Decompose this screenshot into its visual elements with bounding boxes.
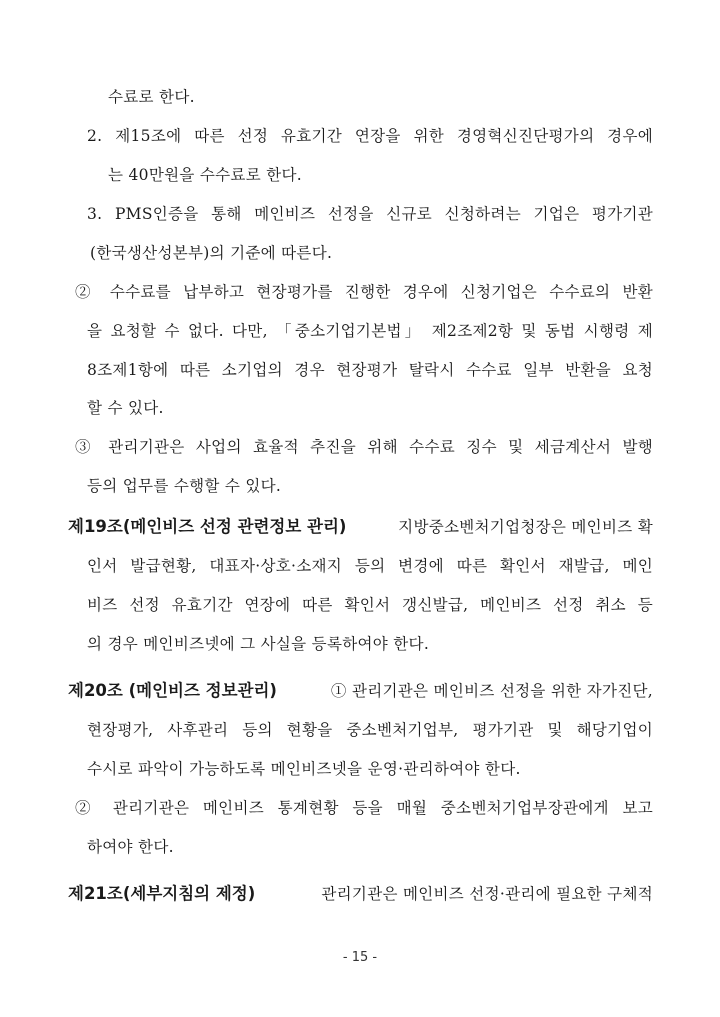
paragraph-3: ③ 관리기관은 사업의 효율적 추진을 위해 수수료 징수 및 세금계산서 발행	[75, 438, 653, 456]
body-line: 하여야 한다.	[87, 838, 174, 856]
article-21-text: 관리기관은 메인비즈 선정·관리에 필요한 구체적	[321, 885, 653, 903]
article-19-heading: 제19조(메인비즈 선정 관련정보 관리)	[68, 517, 347, 536]
page-number: - 15 -	[342, 950, 378, 965]
body-line: 인서 발급현황, 대표자·상호·소재지 등의 변경에 따른 확인서 재발급, 메인	[87, 557, 653, 575]
article-21	[68, 884, 653, 904]
article-19	[68, 517, 653, 537]
body-line: 8조제1항에 따른 소기업의 경우 현장평가 탈락시 수수료 일부 반환을 요청	[87, 361, 653, 379]
paragraph-2: ② 수수료를 납부하고 현장평가를 진행한 경우에 신청기업은 수수료의 반환	[75, 283, 653, 301]
body-line: 을 요청할 수 없다. 다만, 「중소기업기본법」 제2조제2항 및 동법 시행령 제	[87, 322, 653, 340]
body-line: 수시로 파악이 가능하도록 메인비즈넷을 운영·관리하여야 한다.	[87, 760, 521, 778]
body-line: 등의 업무를 수행할 수 있다.	[87, 477, 282, 495]
body-line: 는 40만원을 수수료로 한다.	[108, 166, 302, 184]
body-line: 수료로 한다.	[108, 88, 195, 106]
article-19-text: 지방중소벤처기업청장은 메인비즈 확	[398, 518, 653, 536]
body-line: (한국생산성본부)의 기준에 따른다.	[90, 244, 333, 262]
body-line: 현장평가, 사후관리 등의 현황을 중소벤처기업부, 평가기관 및 해당기업이	[87, 721, 653, 739]
article-21-heading: 제21조(세부지침의 제정)	[68, 884, 256, 903]
article-20	[68, 681, 653, 701]
list-item-2: 2. 제15조에 따른 선정 유효기간 연장을 위한 경영혁신진단평가의 경우에	[87, 127, 653, 145]
body-line: 의 경우 메인비즈넷에 그 사실을 등록하여야 한다.	[87, 635, 430, 653]
body-line: 비즈 선정 유효기간 연장에 따른 확인서 갱신발급, 메인비즈 선정 취소 등	[87, 596, 653, 614]
article-20-heading: 제20조 (메인비즈 정보관리)	[68, 681, 277, 700]
article-20-text: ① 관리기관은 메인비즈 선정을 위한 자가진단,	[330, 682, 653, 700]
body-line: 할 수 있다.	[87, 399, 164, 417]
paragraph-2: ② 관리기관은 메인비즈 통계현황 등을 매월 중소벤처기업부장관에게 보고	[75, 799, 653, 817]
list-item-3: 3. PMS인증을 통해 메인비즈 선정을 신규로 신청하려는 기업은 평가기관	[87, 205, 653, 223]
